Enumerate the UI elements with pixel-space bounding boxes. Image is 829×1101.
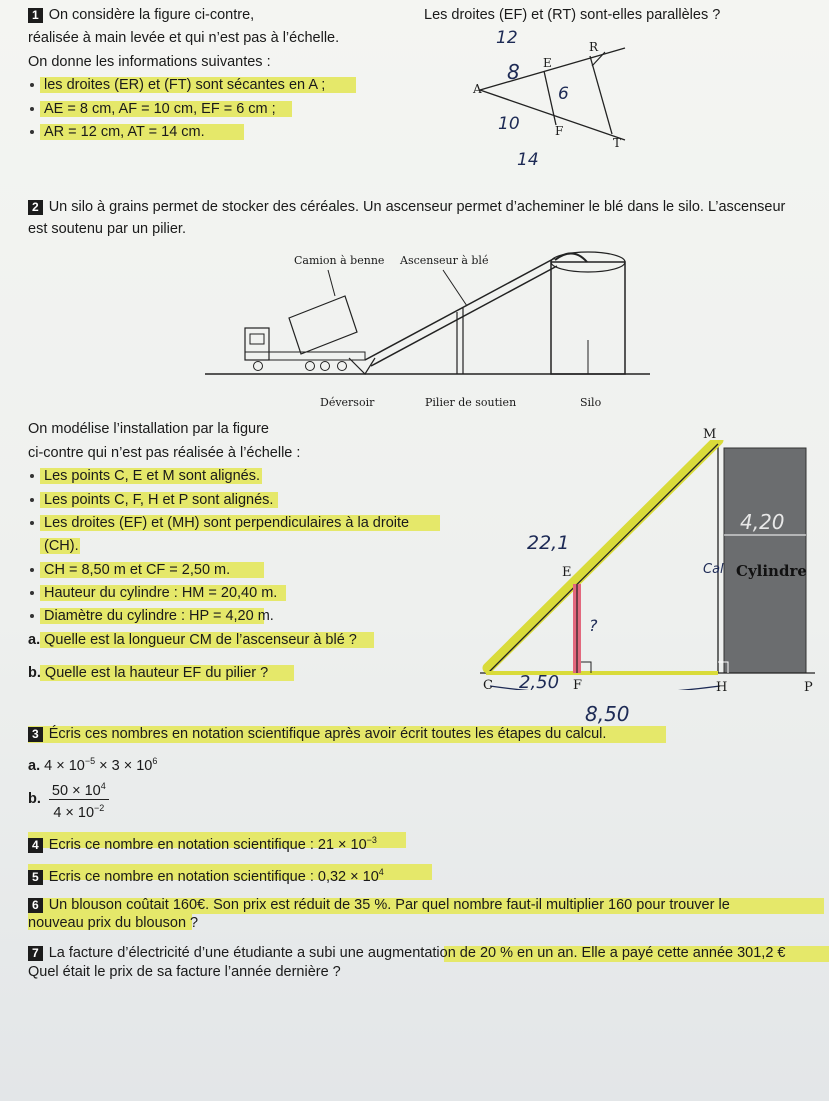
ex3-text: Écris ces nombres en notation scientifique après avoir écrit toutes les étapes du calcul. — [48, 726, 607, 742]
ex1-label-f: F — [555, 124, 564, 138]
ex2-illus-silo: Silo — [580, 396, 602, 409]
ex2-qb-letter: b. — [28, 665, 41, 681]
ex2-qa-letter: a. — [28, 632, 41, 648]
ex6-number-badge: 6 — [28, 898, 43, 913]
ex7-line1 — [28, 944, 786, 962]
ex2-label-c: C — [483, 678, 493, 693]
ex1-hand-8: 8 — [507, 60, 520, 84]
ex1-label-r: R — [589, 40, 599, 54]
ex1-bullet-1: les droites (ER) et (FT) sont sécantes en A ; — [44, 77, 326, 93]
ex1-hand-10: 10 — [498, 114, 520, 134]
ex2-bullet-5: Hauteur du cylindre : HM = 20,40 m. — [44, 585, 278, 601]
ex1-figure — [420, 30, 680, 170]
ex2-bullet-3a: Les droites (EF) et (MH) sont perpendiculaires à la droite — [44, 515, 410, 531]
ex2-hand-420: 4,20 — [740, 510, 785, 534]
ex2-label-h: H — [716, 680, 728, 695]
ex1-bullet-2: AE = 8 cm, AF = 10 cm, EF = 6 cm ; — [44, 101, 276, 117]
ex1-intro-text: On considère la figure ci-contre, — [48, 7, 255, 23]
ex4-number-badge: 4 — [28, 838, 43, 853]
ex5-text: Ecris ce nombre en notation scientifique : 0,32 × 10 — [48, 868, 379, 885]
ex3-b-letter: b. — [28, 791, 41, 808]
ex2-model-line2: ci-contre qui n’est pas réalisée à l’échelle : — [28, 445, 301, 461]
ex3-b-den: 4 × 10 — [53, 804, 95, 821]
ex3-b-num-exp: 4 — [100, 781, 106, 791]
ex2-bullet-4: CH = 8,50 m et CF = 2,50 m. — [44, 562, 231, 578]
ex2-qb-text: Quelle est la hauteur EF du pilier ? — [44, 665, 269, 681]
ex1-question: Les droites (EF) et (RT) sont-elles parallèles ? — [424, 7, 721, 23]
ex1-label-a: A — [473, 82, 482, 96]
ex3-b-fraction — [49, 778, 109, 821]
ex4-line — [28, 831, 377, 854]
ex2-question-b — [28, 664, 268, 682]
ex7-line2: Quel était le prix de sa facture l’année dernière ? — [28, 964, 341, 980]
ex3-item-a — [28, 752, 157, 775]
ex3-number-badge: 3 — [28, 727, 43, 742]
ex2-bullet-2: Les points C, F, H et P sont alignés. — [44, 492, 274, 508]
ex2-label-p: P — [804, 680, 813, 695]
ex2-illus-deversoir: Déversoir — [320, 396, 375, 409]
ex3-a-mid: × 3 × 10 — [95, 757, 153, 774]
ex2-qa-text: Quelle est la longueur CM de l’ascenseur à blé ? — [44, 632, 357, 648]
ex2-number-badge: 2 — [28, 200, 43, 215]
ex6-line1 — [28, 896, 730, 914]
ex4-exp: −3 — [366, 835, 377, 845]
ex3-item-b — [28, 778, 109, 821]
ex4-text: Ecris ce nombre en notation scientifique : 21 × 10 — [48, 836, 367, 853]
ex2-intro-line2: est soutenu par un pilier. — [28, 221, 186, 237]
ex2-illus-pilier: Pilier de soutien — [425, 396, 517, 409]
ex6-line2: nouveau prix du blouson ? — [28, 915, 199, 931]
ex2-hand-221: 22,1 — [527, 532, 570, 554]
ex7-number-badge: 7 — [28, 946, 43, 961]
ex1-label-t: T — [613, 136, 622, 150]
ex2-label-cylindre: Cylindre — [736, 562, 807, 580]
ex1-intro-line2: réalisée à main levée et qui n’est pas à l’échelle. — [28, 30, 340, 46]
ex2-bullet-3b: (CH). — [44, 538, 79, 554]
ex2-hand-850: 8,50 — [585, 702, 630, 726]
ex2-illus-ascenseur: Ascenseur à blé — [400, 254, 489, 267]
ex2-illus-camion: Camion à benne — [294, 254, 385, 267]
ex3-b-num: 50 × 10 — [51, 782, 101, 799]
ex2-bullet-1: Les points C, E et M sont alignés. — [44, 468, 260, 484]
ex2-intro-text: Un silo à grains permet de stocker des céréales. Un ascenseur permet d’acheminer le blé dans le silo. L’ascenseur — [48, 199, 786, 215]
ex1-hand-6: 6 — [558, 84, 569, 104]
ex1-number-badge: 1 — [28, 8, 43, 23]
ex2-intro-line1 — [28, 198, 785, 216]
ex3-a-exp1: −5 — [84, 756, 96, 766]
ex1-bullet-3: AR = 12 cm, AT = 14 cm. — [44, 124, 205, 140]
ex2-hand-question: ? — [589, 616, 598, 635]
ex5-exp: 4 — [378, 867, 384, 877]
ex1-hand-12: 12 — [496, 28, 518, 48]
ex6-text-line1: Un blouson coûtait 160€. Son prix est réduit de 35 %. Par quel nombre faut-il multiplier 160 pour trouver le — [48, 897, 730, 913]
ex3-instruction — [28, 725, 606, 743]
ex2-model-line1: On modélise l’installation par la figure — [28, 421, 269, 437]
ex3-b-den-exp: −2 — [94, 802, 105, 813]
ex1-intro-line3: On donne les informations suivantes : — [28, 54, 271, 70]
ex3-a-expr: 4 × 10 — [44, 757, 85, 774]
ex2-label-m: M — [703, 427, 717, 442]
ex5-number-badge: 5 — [28, 870, 43, 885]
ex3-a-letter: a. — [28, 757, 41, 774]
ex1-intro-line1 — [28, 6, 254, 24]
ex7-text-line1: La facture d’électricité d’une étudiante a subi une augmentation de 20 % en un an. Elle a payé cette année 301,2 € — [48, 945, 786, 961]
ex1-label-e: E — [543, 56, 552, 70]
ex2-label-f: F — [573, 678, 583, 693]
ex2-bullet-6: Diamètre du cylindre : HP = 4,20 m. — [44, 608, 274, 624]
ex3-a-exp2: 6 — [152, 756, 158, 766]
ex2-hand-cal: Cal — [703, 562, 724, 577]
ex5-line — [28, 863, 384, 886]
ex2-label-e: E — [562, 565, 572, 580]
ex2-hand-250: 2,50 — [519, 672, 560, 693]
ex2-question-a — [28, 631, 357, 649]
ex1-hand-14: 14 — [517, 150, 539, 170]
